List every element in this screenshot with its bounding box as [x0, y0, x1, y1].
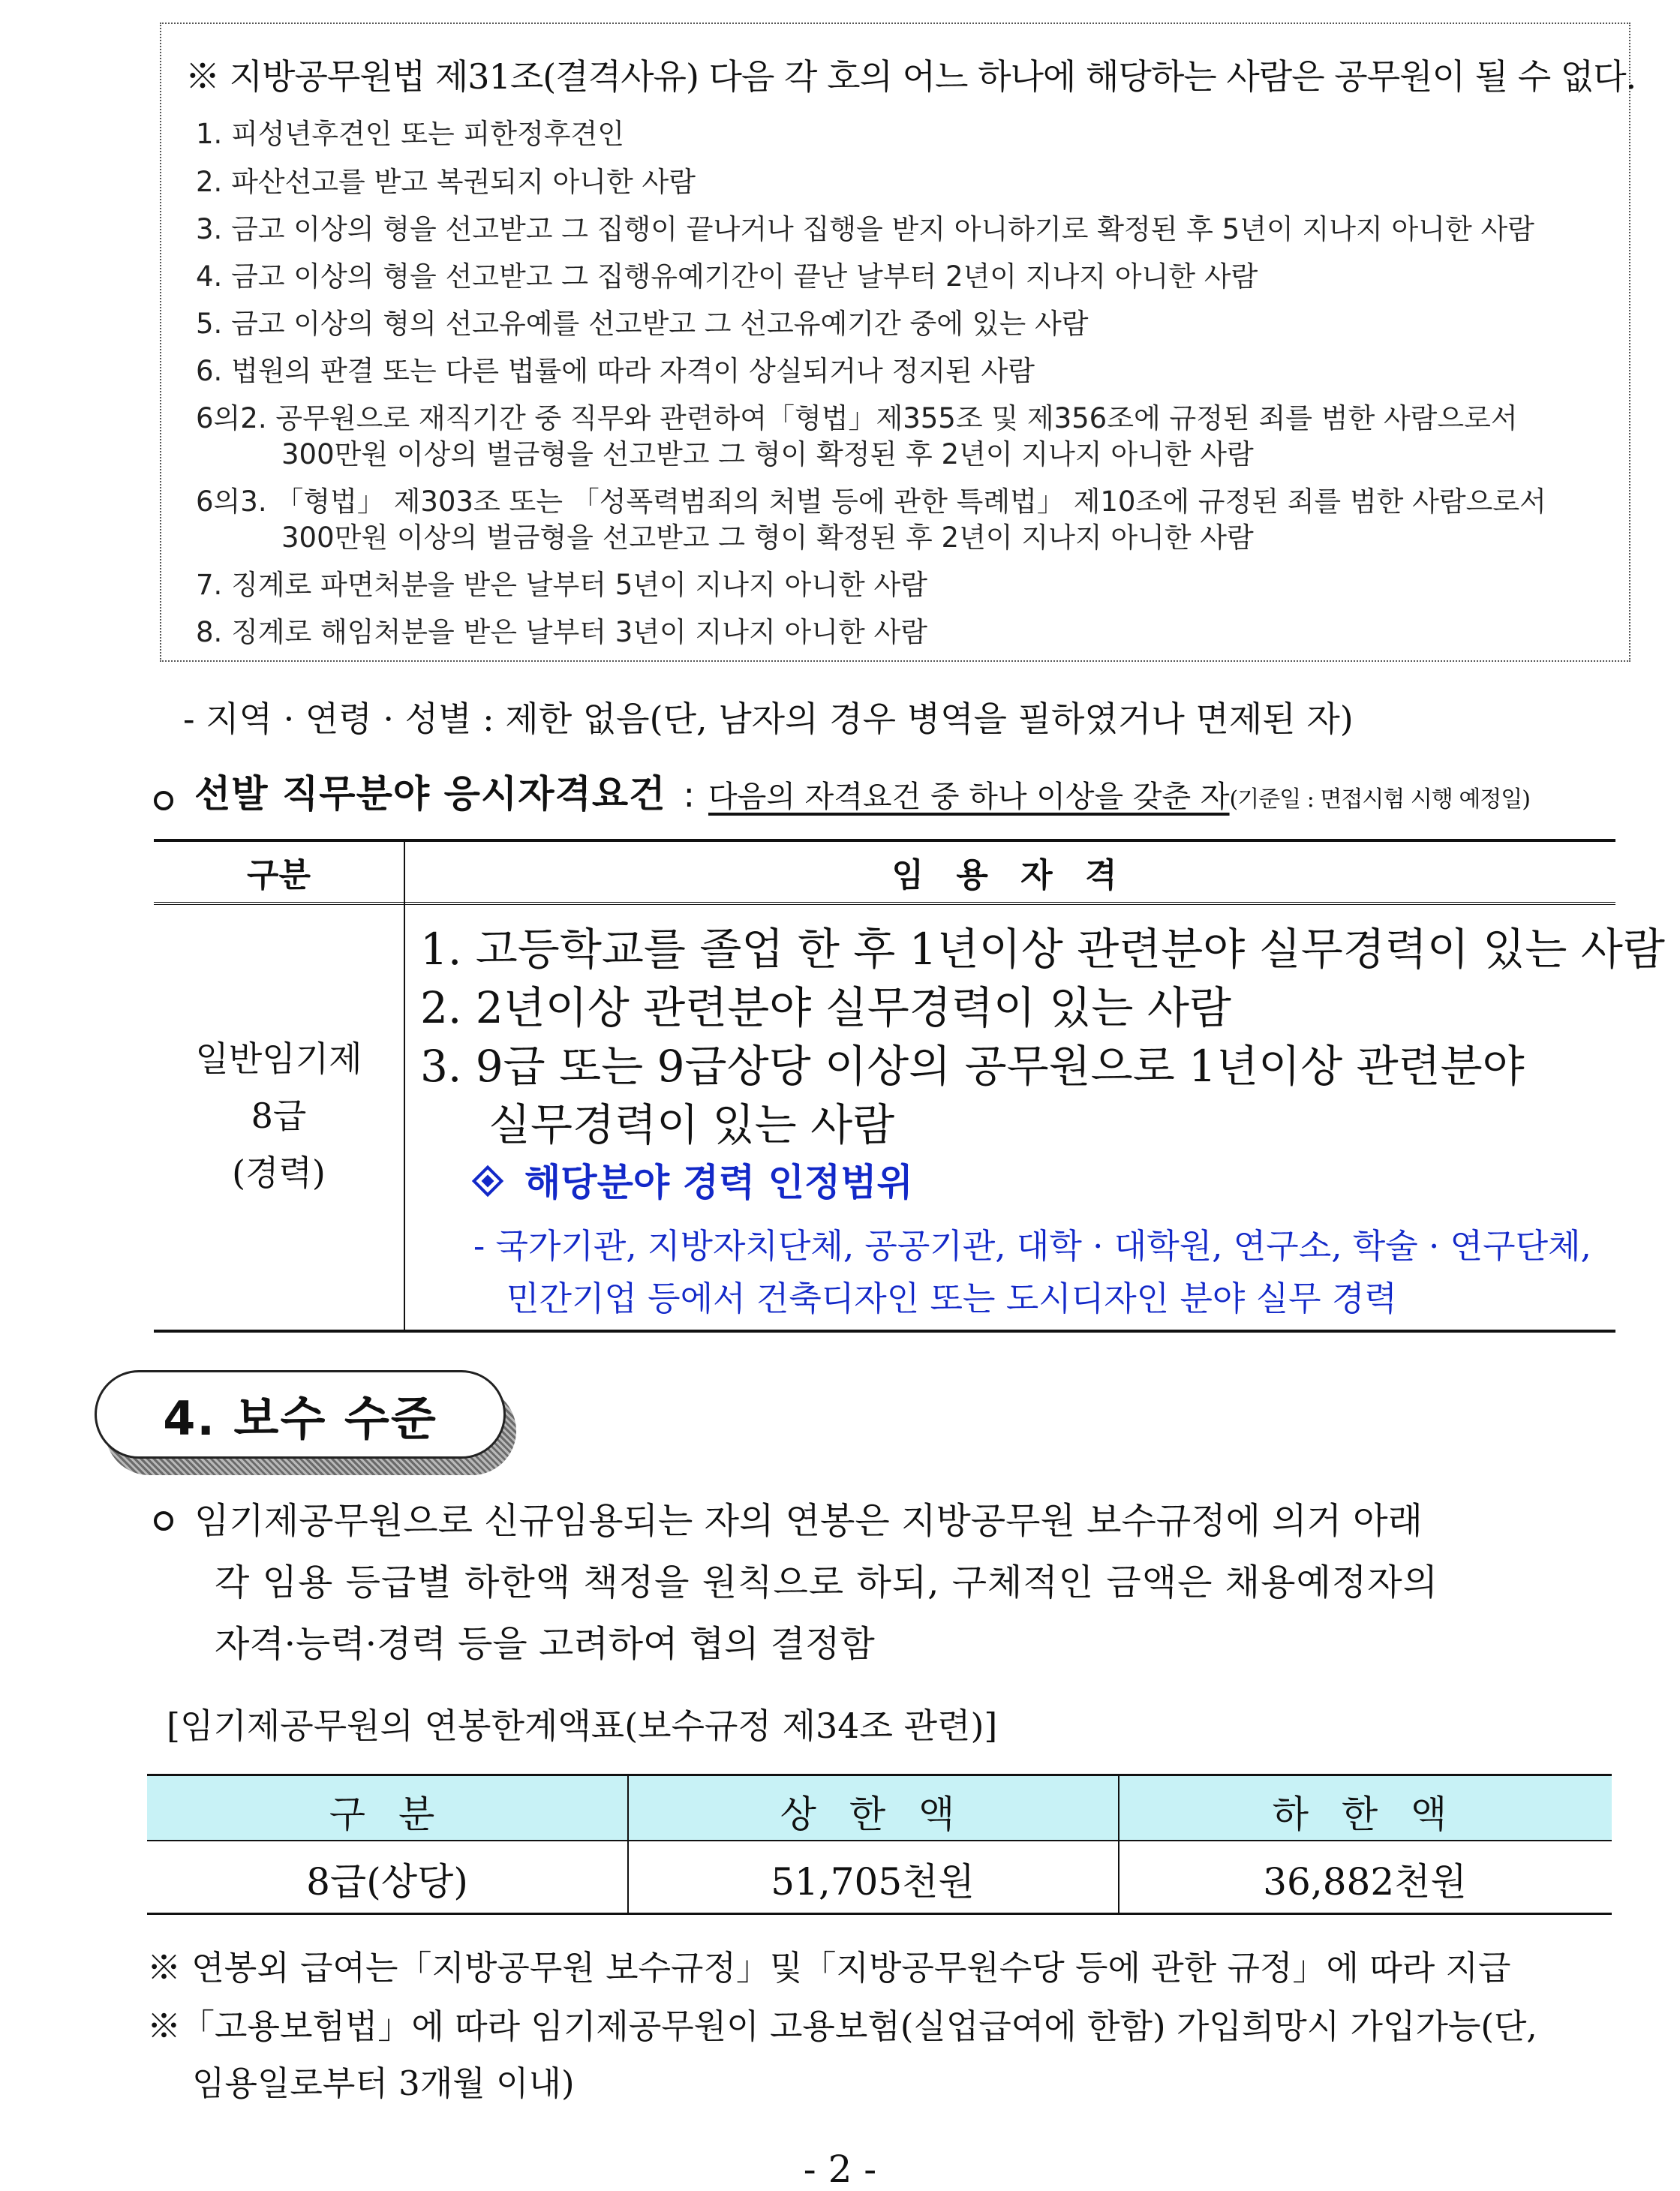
region-age-gender-line: - 지역 · 연령 · 성별 : 제한 없음(단, 남자의 경우 병역을 필하였거나 면제된 자): [183, 699, 1354, 739]
qual-line: 3. 9급 또는 9급상당 이상의 공무원으로 1년이상 관련분야: [420, 1041, 1525, 1092]
section-title: 4. 보수 수준: [95, 1370, 506, 1459]
salary-paragraph-text: 임기제공무원으로 신규임용되는 자의 연봉은 지방공무원 보수규정에 의거 아래: [194, 1500, 1423, 1542]
salary-paragraph-line: 각 임용 등급별 하한액 책정을 원칙으로 하되, 구체적인 금액은 채용예정자의: [215, 1561, 1438, 1603]
notice-item: 3. 금고 이상의 형을 선고받고 그 집행이 끝나거나 집행을 받지 아니하기로 확정된 후 5년이 지나지 아니한 사람: [196, 213, 1534, 245]
notice-item: 2. 파산선고를 받고 복권되지 아니한 사람: [196, 166, 696, 198]
scope-line: - 국가기관, 지방자치단체, 공공기관, 대학 · 대학원, 연구소, 학술 · 연구단체,: [473, 1226, 1591, 1266]
qual-line: 1. 고등학교를 졸업 한 후 1년이상 관련분야 실무경력이 있는 사람: [420, 924, 1665, 975]
qual-category-cell: [154, 1030, 404, 1201]
salary-cell-grade: 8급(상당): [306, 1860, 468, 1904]
circle-bullet-icon: [154, 1511, 173, 1531]
notice-item-continued: 300만원 이상의 벌금형을 선고받고 그 형이 확정된 후 2년이 지나지 아니한 사람: [281, 438, 1254, 470]
salary-table-caption: [임기제공무원의 연봉한계액표(보수규정 제34조 관련)]: [167, 1706, 998, 1746]
notice-item: 6의3. 「형법」 제303조 또는 「성폭력범죄의 처벌 등에 관한 특례법」 제10조에 규정된 죄를 범한 사람으로서: [196, 485, 1546, 518]
footnote-continued: 임용일로부터 3개월 이내): [192, 2063, 575, 2103]
footnote: ※ 연봉외 급여는「지방공무원 보수규정」및「지방공무원수당 등에 관한 규정」에 따라 지급: [147, 1948, 1511, 1988]
scope-heading: 해당분야 경력 인정범위: [524, 1161, 913, 1204]
qualification-table: [154, 839, 1665, 1333]
notice-item: 1. 피성년후견인 또는 피한정후견인: [196, 118, 624, 150]
salary-table: [147, 1774, 1612, 1915]
qualification-underlined: 다음의 자격요건 중 하나 이상을 갖춘 자: [708, 780, 1230, 814]
page-number: - 2 -: [803, 2147, 877, 2191]
salary-col-header: 상 한 액: [780, 1793, 966, 1836]
disqualification-notice-box: [160, 23, 1636, 662]
qual-line: 2. 2년이상 관련분야 실무경력이 있는 사람: [420, 982, 1231, 1033]
qual-category-line: (경력): [232, 1153, 326, 1193]
salary-paragraph-line: 자격·능력·경력 등을 고려하여 협의 결정함: [215, 1623, 875, 1665]
scope-line-continued: 민간기업 등에서 건축디자인 또는 도시디자인 분야 실무 경력: [506, 1279, 1397, 1318]
salary-col-header: 하 한 액: [1272, 1793, 1458, 1836]
notice-item: 8. 징계로 해임처분을 받은 날부터 3년이 지나지 아니한 사람: [196, 616, 927, 648]
qual-line-continued: 실무경력이 있는 사람: [488, 1099, 895, 1150]
qual-category-line: 일반임기제: [195, 1038, 362, 1079]
notice-title: ※ 지방공무원법 제31조(결격사유) 다음 각 호의 어느 하나에 해당하는 사람은 공무원이 될 수 없다.: [185, 56, 1636, 97]
salary-cell-lower: 36,882천원: [1263, 1860, 1467, 1904]
notice-item: 6의2. 공무원으로 재직기간 중 직무와 관련하여「형법」제355조 및 제356조에 규정된 죄를 범한 사람으로서: [196, 402, 1518, 434]
qual-header-qualification: 임 용 자 격: [891, 856, 1128, 894]
scope-heading-line: [476, 1153, 913, 1207]
salary-cell-upper: 51,705천원: [771, 1860, 975, 1904]
notice-item: 7. 징계로 파면처분을 받은 날부터 5년이 지나지 아니한 사람: [196, 569, 927, 601]
diamond-bullet-icon: [472, 1165, 503, 1197]
notice-item: 4. 금고 이상의 형을 선고받고 그 집행유예기간이 끝난 날부터 2년이 지나지 아니한 사람: [196, 260, 1258, 293]
section-header: [95, 1370, 522, 1483]
qual-header-category: 구분: [246, 856, 311, 894]
footnote: ※「고용보험법」에 따라 임기제공무원이 고용보험(실업급여에 한함) 가입희망시 가입가능(단,: [147, 2006, 1537, 2046]
salary-paragraph-line: [154, 1492, 1423, 1543]
notice-item: 6. 법원의 판결 또는 다른 법률에 따라 자격이 상실되거나 정지된 사람: [196, 355, 1035, 387]
salary-col-header: 구 분: [329, 1793, 446, 1836]
qualification-colon: :: [683, 774, 696, 815]
qual-category-line: 8급: [251, 1096, 307, 1136]
notice-item-continued: 300만원 이상의 벌금형을 선고받고 그 형이 확정된 후 2년이 지나지 아니한 사람: [281, 521, 1254, 554]
notice-item: 5. 금고 이상의 형의 선고유예를 선고받고 그 선고유예기간 중에 있는 사람: [196, 308, 1089, 340]
circle-bullet-icon: [154, 791, 173, 810]
qualification-heading-line: [154, 764, 1530, 818]
qualification-note: (기준일 : 면접시험 시행 예정일): [1229, 786, 1530, 813]
qualification-heading: 선발 직무분야 응시자격요건: [194, 772, 666, 816]
